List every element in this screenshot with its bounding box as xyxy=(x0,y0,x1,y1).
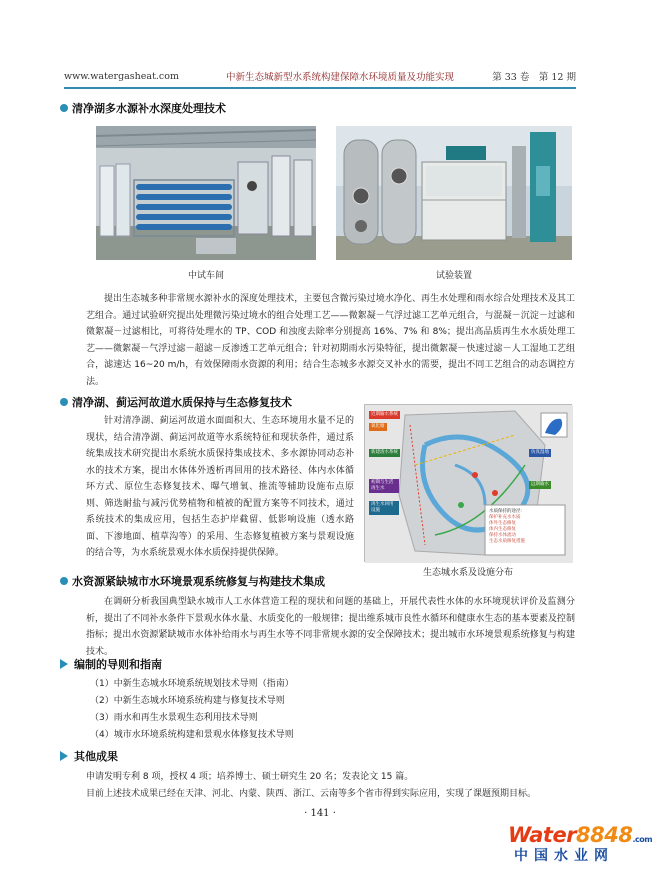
watermark-wordmark xyxy=(508,823,652,847)
section1-title: 清净湖多水源补水深度处理技术 xyxy=(72,102,226,115)
caption-test-device: 试验装置 xyxy=(435,271,472,281)
results-line: 目前上述技术成果已经在天津、河北、内蒙、陕西、浙江、云南等多个省市得到实际应用，实现了课题预期目标。 xyxy=(86,789,537,799)
bullet-dot-icon xyxy=(60,104,68,112)
caption-water-system: 生态城水系及设施分布 xyxy=(422,568,513,578)
pilot-workshop-photo xyxy=(96,126,316,260)
section1-body xyxy=(86,291,575,390)
diagram-label: 初期与生活再生水 xyxy=(369,479,399,493)
section3-title: 水资源紧缺城市水环境景观系统修复与构建技术集成 xyxy=(72,575,325,588)
diagram-legend-item: 保护补充水水质 xyxy=(489,515,521,520)
header-rule xyxy=(64,87,576,89)
diagram-legend xyxy=(489,509,563,545)
bullet-triangle-icon xyxy=(60,659,68,669)
bullet-dot-icon xyxy=(60,577,68,585)
guides-title: 编制的导则和指南 xyxy=(74,658,162,671)
guide-item: （2）中新生态城水环境系统构建与修复技术导则 xyxy=(90,696,285,706)
watermark-word2: 8848 xyxy=(576,823,633,847)
section2-title: 清净湖、蓟运河故道水质保持与生态修复技术 xyxy=(72,396,292,409)
header-journal-title: 中新生态城新型水系统构建保障水环境质量及功能实现 xyxy=(225,72,454,83)
guides-list xyxy=(90,676,294,744)
section2-heading xyxy=(60,394,292,410)
results-title: 其他成果 xyxy=(74,750,118,763)
water8848-logo xyxy=(508,823,652,867)
diagram-legend-title: 水质保持的途径： xyxy=(489,509,525,514)
section1-paragraph: 提出生态城多种非常规水源补水的深度处理技术，主要包含微污染过境水净化、再生水处理和雨水综合处理技术及其工艺组合。通过试验研究提出处理微污染过境水的组合处理工艺——微絮凝－气浮过滤工艺单元组合，与混凝－沉淀－过滤和微絮凝－过滤相比，可将待处理水的 TP、COD 和浊度去除率分别提高 16%、7% 和 8%；提出高品质再生水水质处理工艺——微絮凝－气浮过滤－超滤－反渗透工艺单元组合；针对初期雨水污染特征，提出微絮凝－快速过滤－人工湿地工艺组合，滤速达 16~20 m/h，有效保障雨水资源的利用；结合生态城多水源交叉补水的需要，提出不同工艺组合的动态调控方法。 xyxy=(86,294,575,387)
header-issue: 第 33 卷 第 12 期 xyxy=(492,72,576,83)
section3-body xyxy=(86,594,575,660)
diagram-label: 仿真湿地 xyxy=(531,450,549,455)
diagram-legend-item: 生态水质修复措施 xyxy=(489,539,525,544)
watermark-word1: Water xyxy=(508,823,577,847)
results-body xyxy=(86,769,575,803)
diagram-legend-item: 保持水体流动 xyxy=(489,533,516,538)
diagram-label: 氧化塘 xyxy=(371,424,385,429)
diagram-legend-item: 体外生态修复 xyxy=(489,521,516,526)
results-line: 申请发明专利 8 项，授权 4 项；培养博士、硕士研究生 20 名；发表论文 15 篇。 xyxy=(86,772,414,782)
diagram-label: 近期输水系统 xyxy=(371,412,398,417)
results-heading xyxy=(60,748,118,764)
diagram-label: 远期输水 xyxy=(531,482,549,487)
section3-paragraph: 在调研分析我国典型缺水城市人工水体营造工程的现状和问题的基础上，开展代表性水体的水环境现状评价及监测分析，提出了不同补水条件下景观水体水量、水质变化的一般规律；提出维系城市良性水循环和健康水生态的基本要素及控制指标；提出水资源紧缺城市水体补给雨水与再生水等不同非常规水源的安全保障技术；提出城市水环境景观系统修复与构建技术。 xyxy=(86,597,575,657)
section1-heading xyxy=(60,100,226,116)
test-device-photo xyxy=(336,126,572,260)
bullet-triangle-icon xyxy=(60,751,68,761)
guide-item: （3）雨水和再生水景观生态利用技术导则 xyxy=(90,713,258,723)
guide-item: （4）城市水环境系统构建和景观水体修复技术导则 xyxy=(90,730,294,740)
bullet-dot-icon xyxy=(60,398,68,406)
watermark-suffix: .com xyxy=(632,835,652,844)
section3-heading xyxy=(60,573,325,589)
caption-pilot-workshop: 中试车间 xyxy=(187,271,224,281)
running-header xyxy=(64,68,576,84)
diagram-label: 新建渣水系统 xyxy=(371,450,398,455)
section2-body xyxy=(86,413,354,562)
section2-paragraph: 针对清净湖、蓟运河故道水面面积大、生态环境用水量不足的现状，结合清净湖、蓟运河故道等水系统特征和现状条件，通过系统集成技术研究提出水系统水质保持集成技术、多水源协同动态补水的技术方案，提出水体体外透析再回用的技术路径、体内水体循环方式、原位生态修复技术、曝气增氧、推流等辅助设施布点原则、筛选耐盐与减污优势植物和植被的配置方案等不同技术，通过系统技术的集成应用，包括生态护岸截留、低影响设施（透水路面、下渗地面、植草沟等）的采用、生态修复植被方案与景观设施的结合等，为水系统景观水体水质保持提供保障。 xyxy=(86,416,354,558)
diagram-legend-item: 体内生态修复 xyxy=(489,527,516,532)
guide-item: （1）中新生态城水环境系统规划技术导则（指南） xyxy=(90,679,294,689)
header-url: www.watergasheat.com xyxy=(64,70,179,82)
guides-heading xyxy=(60,656,162,672)
water-system-distribution-map xyxy=(364,404,572,562)
page-number: · 141 · xyxy=(304,808,336,819)
watermark-cn-name: 中国水业网 xyxy=(514,848,614,864)
diagram-label: 再生水回用设施 xyxy=(369,501,399,515)
